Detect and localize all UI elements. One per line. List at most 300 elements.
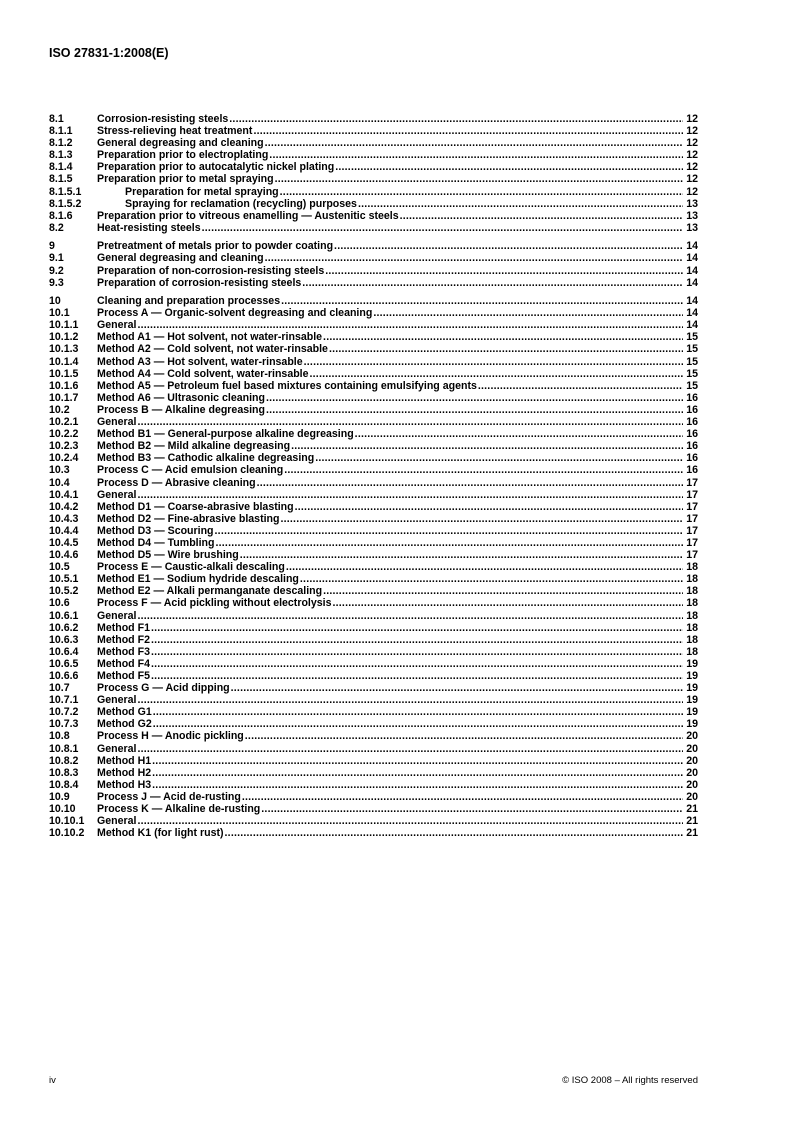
toc-entry-title: General <box>97 488 137 501</box>
toc-dot-leader <box>266 392 683 404</box>
toc-entry[interactable] <box>49 610 698 622</box>
toc-entry-number: 9.2 <box>49 264 64 277</box>
toc-entry[interactable] <box>49 634 698 646</box>
toc-entry[interactable] <box>49 356 698 368</box>
toc-entry[interactable] <box>49 252 698 264</box>
toc-entry-title: Process J — Acid de-rusting <box>97 790 241 803</box>
toc-entry[interactable] <box>49 791 698 803</box>
copyright-notice: © ISO 2008 – All rights reserved <box>562 1075 698 1086</box>
toc-entry[interactable] <box>49 240 698 252</box>
toc-dot-leader <box>137 489 683 501</box>
toc-entry-number: 10.4 <box>49 476 70 489</box>
toc-group <box>49 113 698 234</box>
toc-entry-title: Method A6 — Ultrasonic cleaning <box>97 391 265 404</box>
toc-dot-leader <box>269 149 683 161</box>
toc-entry-number: 9.3 <box>49 276 64 289</box>
toc-entry[interactable] <box>49 706 698 718</box>
toc-entry-number: 10.4.6 <box>49 549 79 562</box>
toc-entry-page: 12 <box>686 137 698 150</box>
toc-entry-title: Process A — Organic-solvent degreasing and cleaning <box>97 307 373 320</box>
toc-entry-page: 20 <box>686 742 698 755</box>
toc-entry[interactable] <box>49 718 698 730</box>
toc-entry-number: 10.1.7 <box>49 391 79 404</box>
toc-dot-leader <box>323 331 683 343</box>
toc-entry-number: 10.6.3 <box>49 633 79 646</box>
toc-dot-leader <box>295 501 683 513</box>
toc-entry[interactable] <box>49 452 698 464</box>
toc-entry[interactable] <box>49 265 698 277</box>
toc-entry-page: 14 <box>686 295 698 308</box>
toc-dot-leader <box>137 694 683 706</box>
toc-dot-leader <box>151 670 683 682</box>
toc-entry-number: 10.8.1 <box>49 742 79 755</box>
toc-entry-page: 14 <box>686 307 698 320</box>
toc-dot-leader <box>253 125 683 137</box>
toc-entry[interactable] <box>49 173 698 185</box>
table-of-contents <box>49 113 698 846</box>
toc-entry-page: 17 <box>686 476 698 489</box>
toc-entry-number: 10.6.1 <box>49 609 79 622</box>
toc-dot-leader <box>334 240 683 252</box>
toc-entry-number: 10.2.1 <box>49 416 79 429</box>
toc-entry-number: 10.1.3 <box>49 343 79 356</box>
toc-entry-number: 10 <box>49 295 61 308</box>
toc-dot-leader <box>304 356 683 368</box>
toc-dot-leader <box>358 198 683 210</box>
toc-entry-page: 14 <box>686 240 698 253</box>
toc-entry-number: 10.6 <box>49 597 70 610</box>
toc-dot-leader <box>151 634 683 646</box>
toc-entry-page: 18 <box>686 609 698 622</box>
toc-entry-number: 10.6.2 <box>49 621 79 634</box>
toc-entry-title: Process G — Acid dipping <box>97 682 230 695</box>
toc-entry-page: 18 <box>686 645 698 658</box>
toc-dot-leader <box>225 827 683 839</box>
toc-entry-title: Process F — Acid pickling without electrolysis <box>97 597 332 610</box>
toc-entry-title: Method E1 — Sodium hydride descaling <box>97 573 299 586</box>
toc-entry-title: Method E2 — Alkali permanganate descaling <box>97 585 323 598</box>
toc-entry-page: 16 <box>686 440 698 453</box>
toc-entry-title: Method G1 <box>97 706 152 719</box>
toc-entry-page: 19 <box>686 682 698 695</box>
toc-entry-page: 19 <box>686 706 698 719</box>
toc-entry-number: 8.1.5.2 <box>49 197 82 210</box>
toc-entry[interactable] <box>49 525 698 537</box>
toc-entry-number: 10.8.3 <box>49 766 79 779</box>
page-number: iv <box>49 1075 56 1086</box>
toc-entry-number: 8.1 <box>49 113 64 125</box>
toc-entry-page: 18 <box>686 621 698 634</box>
toc-entry-number: 10.2.3 <box>49 440 79 453</box>
toc-entry[interactable] <box>49 694 698 706</box>
toc-entry[interactable] <box>49 803 698 815</box>
toc-entry-number: 8.1.6 <box>49 209 73 222</box>
toc-entry[interactable] <box>49 646 698 658</box>
toc-dot-leader <box>280 186 683 198</box>
toc-entry-title: Method H3 <box>97 778 152 791</box>
toc-entry[interactable] <box>49 779 698 791</box>
toc-dot-leader <box>151 646 683 658</box>
toc-dot-leader <box>137 319 683 331</box>
toc-entry-page: 12 <box>686 149 698 162</box>
toc-entry[interactable] <box>49 767 698 779</box>
toc-entry[interactable] <box>49 368 698 380</box>
toc-entry[interactable] <box>49 622 698 634</box>
toc-dot-leader <box>281 295 683 307</box>
toc-entry[interactable] <box>49 125 698 137</box>
toc-entry-page: 21 <box>686 815 698 828</box>
toc-entry-title: General <box>97 609 137 622</box>
page-footer <box>49 1075 698 1086</box>
toc-entry-page: 19 <box>686 694 698 707</box>
toc-entry-title: Method D3 — Scouring <box>97 524 214 537</box>
toc-dot-leader <box>257 477 683 489</box>
toc-entry-number: 10.7.1 <box>49 694 79 707</box>
toc-entry-title: Preparation of non-corrosion-resisting steels <box>97 264 325 277</box>
toc-entry-title: Method A5 — Petroleum fuel based mixtures containing emulsifying agents <box>97 379 477 392</box>
toc-entry-title: Method D5 — Wire brushing <box>97 549 239 562</box>
toc-entry[interactable] <box>49 198 698 210</box>
toc-dot-leader <box>215 525 683 537</box>
toc-entry-number: 10.2 <box>49 403 70 416</box>
toc-entry-page: 16 <box>686 464 698 477</box>
toc-entry[interactable] <box>49 428 698 440</box>
toc-entry-title: Method D1 — Coarse-abrasive blasting <box>97 500 294 513</box>
toc-entry-number: 10.1.2 <box>49 331 79 344</box>
toc-entry-number: 10.8.2 <box>49 754 79 767</box>
toc-entry-title: Corrosion-resisting steels <box>97 113 229 125</box>
toc-entry[interactable] <box>49 343 698 355</box>
toc-entry[interactable] <box>49 755 698 767</box>
toc-entry-number: 10.2.4 <box>49 452 79 465</box>
toc-entry-number: 9 <box>49 240 55 253</box>
toc-entry[interactable] <box>49 682 698 694</box>
toc-entry-page: 16 <box>686 452 698 465</box>
toc-entry-title: Method F2 <box>97 633 150 646</box>
toc-entry-page: 20 <box>686 778 698 791</box>
toc-entry[interactable] <box>49 113 698 125</box>
toc-entry-title: Process K — Alkaline de-rusting <box>97 803 261 816</box>
toc-entry[interactable] <box>49 331 698 343</box>
toc-entry-title: Process H — Anodic pickling <box>97 730 244 743</box>
toc-entry-title: Method H1 <box>97 754 152 767</box>
toc-entry-number: 8.1.4 <box>49 161 73 174</box>
toc-entry[interactable] <box>49 513 698 525</box>
toc-entry[interactable] <box>49 416 698 428</box>
toc-dot-leader <box>242 791 683 803</box>
toc-entry-page: 18 <box>686 573 698 586</box>
toc-entry-number: 10.4.2 <box>49 500 79 513</box>
toc-entry-number: 8.2 <box>49 221 64 234</box>
toc-entry-number: 10.9 <box>49 790 70 803</box>
toc-entry-page: 21 <box>686 803 698 816</box>
toc-dot-leader <box>245 730 683 742</box>
toc-entry-title: Method B1 — General-purpose alkaline degreasing <box>97 428 354 441</box>
toc-dot-leader <box>323 585 683 597</box>
toc-entry-title: Method A3 — Hot solvent, water-rinsable <box>97 355 303 368</box>
toc-entry-title: Preparation prior to vitreous enamelling — Austenitic steels <box>97 209 399 222</box>
toc-entry-number: 10.7.3 <box>49 718 79 731</box>
toc-entry[interactable] <box>49 573 698 585</box>
toc-dot-leader <box>335 161 683 173</box>
toc-entry[interactable] <box>49 597 698 609</box>
toc-entry-page: 20 <box>686 766 698 779</box>
toc-entry-title: General <box>97 319 137 332</box>
toc-entry-number: 10.5 <box>49 561 70 574</box>
toc-entry[interactable] <box>49 658 698 670</box>
toc-dot-leader <box>202 222 683 234</box>
toc-entry[interactable] <box>49 161 698 173</box>
toc-entry-title: Spraying for reclamation (recycling) purposes <box>125 197 357 210</box>
toc-dot-leader <box>329 343 683 355</box>
toc-dot-leader <box>152 779 683 791</box>
toc-entry[interactable] <box>49 295 698 307</box>
toc-entry-number: 10.10.1 <box>49 815 85 828</box>
toc-entry-title: Cleaning and preparation processes <box>97 295 281 308</box>
toc-entry-title: Preparation prior to metal spraying <box>97 173 274 186</box>
toc-dot-leader <box>137 610 683 622</box>
toc-dot-leader <box>291 440 683 452</box>
toc-dot-leader <box>265 137 683 149</box>
toc-entry[interactable] <box>49 743 698 755</box>
toc-entry-page: 12 <box>686 173 698 186</box>
toc-entry-page: 15 <box>686 355 698 368</box>
toc-entry-title: Process D — Abrasive cleaning <box>97 476 256 489</box>
toc-entry[interactable] <box>49 549 698 561</box>
toc-entry-title: General degreasing and cleaning <box>97 252 264 265</box>
toc-dot-leader <box>266 404 683 416</box>
toc-dot-leader <box>373 307 683 319</box>
toc-entry-title: Method A4 — Cold solvent, water-rinsable <box>97 367 309 380</box>
toc-entry-page: 15 <box>686 379 698 392</box>
toc-entry-number: 10.8.4 <box>49 778 79 791</box>
toc-entry-title: Heat-resisting steels <box>97 221 201 234</box>
toc-entry-title: Method B3 — Cathodic alkaline degreasing <box>97 452 315 465</box>
toc-dot-leader <box>137 743 683 755</box>
toc-entry-page: 12 <box>686 113 698 125</box>
toc-entry-page: 18 <box>686 633 698 646</box>
toc-entry[interactable] <box>49 464 698 476</box>
toc-entry-page: 13 <box>686 209 698 222</box>
toc-entry-number: 10.6.4 <box>49 645 79 658</box>
toc-entry[interactable] <box>49 186 698 198</box>
toc-entry-page: 18 <box>686 597 698 610</box>
toc-entry-title: Preparation prior to autocatalytic nickel plating <box>97 161 335 174</box>
toc-entry[interactable] <box>49 815 698 827</box>
toc-entry-title: Method F3 <box>97 645 150 658</box>
toc-dot-leader <box>265 252 683 264</box>
toc-group <box>49 295 698 839</box>
toc-entry-page: 17 <box>686 500 698 513</box>
toc-entry-page: 20 <box>686 754 698 767</box>
toc-entry-page: 12 <box>686 185 698 198</box>
toc-entry[interactable] <box>49 319 698 331</box>
toc-entry-title: Method F5 <box>97 670 150 682</box>
toc-entry-number: 9.1 <box>49 252 64 265</box>
toc-entry-number: 8.1.3 <box>49 149 73 162</box>
toc-dot-leader <box>355 428 683 440</box>
toc-entry-page: 17 <box>686 488 698 501</box>
toc-entry[interactable] <box>49 585 698 597</box>
toc-dot-leader <box>153 718 683 730</box>
toc-entry-page: 18 <box>686 561 698 574</box>
toc-entry[interactable] <box>49 561 698 573</box>
toc-dot-leader <box>400 210 683 222</box>
toc-entry-page: 14 <box>686 264 698 277</box>
toc-dot-leader <box>333 597 684 609</box>
toc-entry[interactable] <box>49 307 698 319</box>
toc-dot-leader <box>275 173 683 185</box>
toc-entry[interactable] <box>49 277 698 289</box>
toc-entry[interactable] <box>49 222 698 234</box>
toc-entry[interactable] <box>49 477 698 489</box>
toc-entry-title: Process E — Caustic-alkali descaling <box>97 561 285 574</box>
document-header: ISO 27831-1:2008(E) <box>49 46 169 60</box>
toc-entry[interactable] <box>49 501 698 513</box>
toc-entry-number: 10.4.5 <box>49 536 79 549</box>
toc-dot-leader <box>229 113 683 125</box>
toc-entry-number: 8.1.5.1 <box>49 185 82 198</box>
toc-dot-leader <box>137 416 683 428</box>
toc-entry-page: 20 <box>686 730 698 743</box>
toc-entry-title: Method F4 <box>97 657 150 670</box>
toc-entry[interactable] <box>49 730 698 742</box>
toc-entry-title: Stress-relieving heat treatment <box>97 125 253 138</box>
toc-dot-leader <box>261 803 683 815</box>
toc-dot-leader <box>231 682 683 694</box>
toc-entry-number: 10.10 <box>49 803 76 816</box>
toc-entry-page: 16 <box>686 428 698 441</box>
toc-entry-page: 12 <box>686 161 698 174</box>
toc-dot-leader <box>280 513 683 525</box>
toc-entry-title: Method G2 <box>97 718 152 731</box>
toc-dot-leader <box>151 622 683 634</box>
toc-dot-leader <box>310 368 683 380</box>
toc-entry-page: 15 <box>686 343 698 356</box>
toc-entry-number: 10.5.1 <box>49 573 79 586</box>
toc-entry[interactable] <box>49 537 698 549</box>
toc-entry-title: Preparation prior to electroplating <box>97 149 269 162</box>
toc-entry-number: 10.6.6 <box>49 670 79 682</box>
toc-dot-leader <box>137 815 683 827</box>
toc-group <box>49 240 698 288</box>
toc-entry-page: 19 <box>686 670 698 682</box>
toc-entry[interactable] <box>49 440 698 452</box>
toc-entry-number: 10.2.2 <box>49 428 79 441</box>
toc-entry-page: 18 <box>686 585 698 598</box>
toc-entry-title: General <box>97 815 137 828</box>
toc-dot-leader <box>478 380 683 392</box>
toc-entry-title: General <box>97 694 137 707</box>
toc-entry-page: 15 <box>686 367 698 380</box>
toc-entry-number: 8.1.1 <box>49 125 73 138</box>
toc-entry[interactable] <box>49 392 698 404</box>
toc-entry-page: 17 <box>686 512 698 525</box>
toc-entry-title: Preparation of corrosion-resisting steels <box>97 276 302 289</box>
toc-entry[interactable] <box>49 670 698 682</box>
toc-entry-number: 10.4.3 <box>49 512 79 525</box>
toc-entry-number: 10.8 <box>49 730 70 743</box>
toc-entry-number: 10.1.5 <box>49 367 79 380</box>
toc-entry-title: General <box>97 742 137 755</box>
toc-entry-page: 16 <box>686 416 698 429</box>
toc-entry-number: 10.10.2 <box>49 827 85 840</box>
toc-entry[interactable] <box>49 149 698 161</box>
toc-entry-title: Process B — Alkaline degreasing <box>97 403 265 416</box>
toc-entry-page: 21 <box>686 827 698 840</box>
toc-entry-page: 15 <box>686 331 698 344</box>
toc-entry-title: Method H2 <box>97 766 152 779</box>
toc-entry-number: 8.1.2 <box>49 137 73 150</box>
toc-entry-title: Method A1 — Hot solvent, not water-rinsable <box>97 331 323 344</box>
toc-entry-title: General degreasing and cleaning <box>97 137 264 150</box>
toc-dot-leader <box>152 767 683 779</box>
toc-entry-title: Method F1 <box>97 621 150 634</box>
toc-entry-page: 17 <box>686 549 698 562</box>
toc-entry-number: 10.1.1 <box>49 319 79 332</box>
toc-entry-number: 10.4.4 <box>49 524 79 537</box>
toc-entry[interactable] <box>49 380 698 392</box>
toc-entry[interactable] <box>49 210 698 222</box>
toc-dot-leader <box>152 755 683 767</box>
toc-dot-leader <box>300 573 683 585</box>
toc-entry-title: Method D2 — Fine-abrasive blasting <box>97 512 280 525</box>
toc-dot-leader <box>315 452 683 464</box>
toc-dot-leader <box>302 277 683 289</box>
toc-entry-number: 10.1.4 <box>49 355 79 368</box>
toc-entry[interactable] <box>49 404 698 416</box>
toc-entry-title: Method K1 (for light rust) <box>97 827 224 840</box>
toc-entry-page: 19 <box>686 718 698 731</box>
toc-entry-page: 16 <box>686 391 698 404</box>
toc-entry-page: 14 <box>686 252 698 265</box>
toc-entry-number: 10.4.1 <box>49 488 79 501</box>
toc-entry-page: 16 <box>686 403 698 416</box>
toc-entry-page: 14 <box>686 276 698 289</box>
toc-entry-number: 10.7.2 <box>49 706 79 719</box>
toc-entry-page: 12 <box>686 125 698 138</box>
toc-entry-page: 17 <box>686 524 698 537</box>
toc-entry-title: Pretreatment of metals prior to powder coating <box>97 240 334 253</box>
toc-entry-title: Method D4 — Tumbling <box>97 536 215 549</box>
toc-entry-page: 20 <box>686 790 698 803</box>
toc-dot-leader <box>151 658 683 670</box>
toc-entry-number: 10.3 <box>49 464 70 477</box>
toc-entry-page: 17 <box>686 536 698 549</box>
toc-dot-leader <box>216 537 684 549</box>
toc-entry[interactable] <box>49 827 698 839</box>
toc-entry-number: 10.6.5 <box>49 657 79 670</box>
toc-dot-leader <box>325 265 683 277</box>
toc-entry[interactable] <box>49 489 698 501</box>
toc-entry-title: Method B2 — Mild alkaline degreasing <box>97 440 291 453</box>
toc-dot-leader <box>240 549 683 561</box>
toc-entry-number: 10.7 <box>49 682 70 695</box>
toc-entry-title: Method A2 — Cold solvent, not water-rinsable <box>97 343 328 356</box>
toc-entry-number: 10.5.2 <box>49 585 79 598</box>
toc-entry-title: General <box>97 416 137 429</box>
toc-entry-page: 13 <box>686 221 698 234</box>
toc-entry-number: 10.1 <box>49 307 70 320</box>
toc-dot-leader <box>153 706 683 718</box>
toc-entry-title: Process C — Acid emulsion cleaning <box>97 464 284 477</box>
toc-entry[interactable] <box>49 137 698 149</box>
toc-entry-number: 10.1.6 <box>49 379 79 392</box>
toc-entry-title: Preparation for metal spraying <box>125 185 279 198</box>
toc-entry-page: 14 <box>686 319 698 332</box>
toc-dot-leader <box>284 464 683 476</box>
toc-entry-page: 19 <box>686 657 698 670</box>
